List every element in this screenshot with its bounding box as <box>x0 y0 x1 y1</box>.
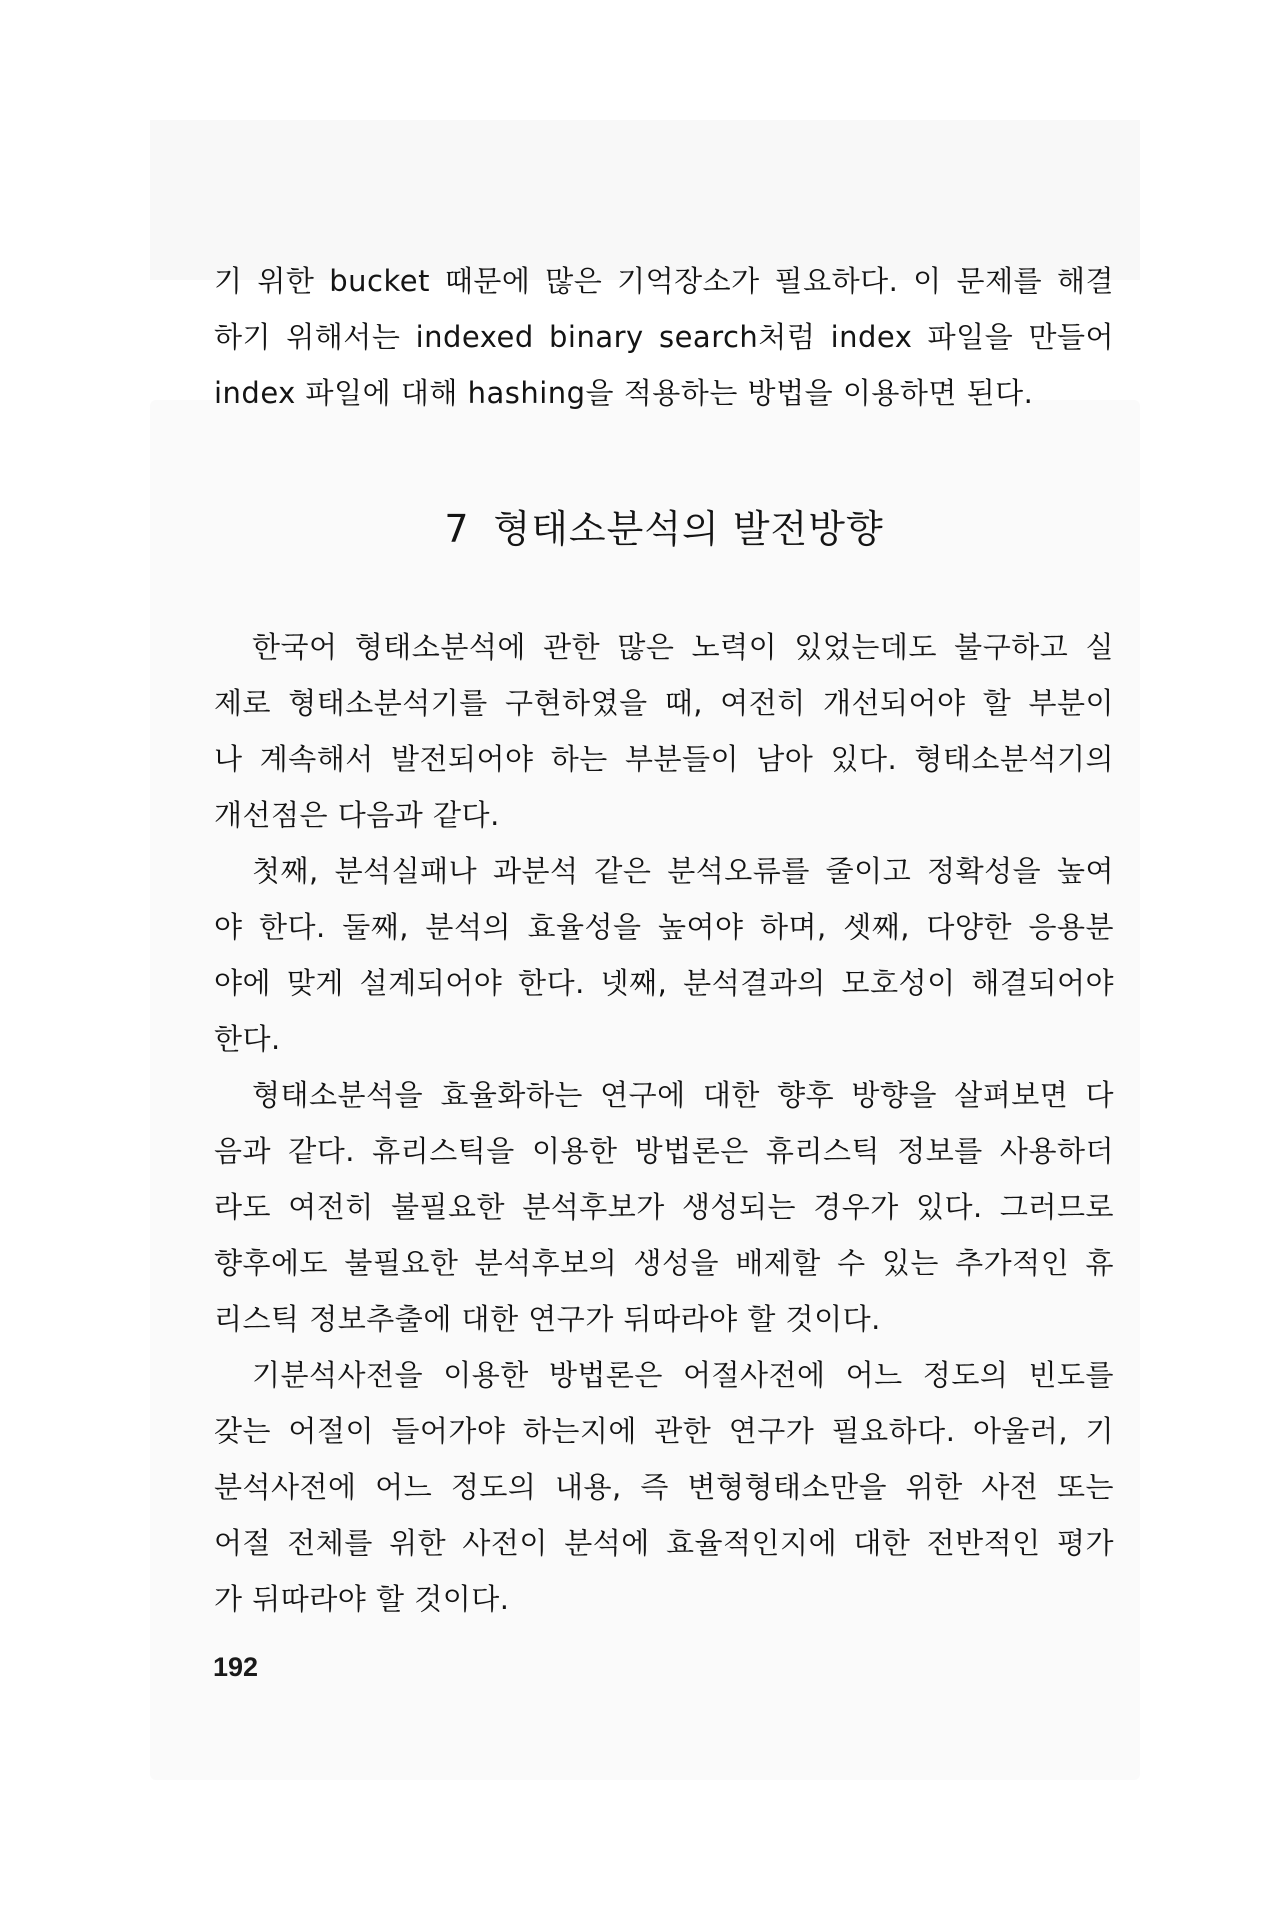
section-title: 형태소분석의 발전방향 <box>493 507 884 551</box>
text-line: 나 계속해서 발전되어야 하는 부분들이 남아 있다. 형태소분석기의 <box>214 742 1114 776</box>
text-line: 리스틱 정보추출에 대한 연구가 뒤따라야 할 것이다. <box>214 1302 881 1336</box>
text-line: 라도 여전히 불필요한 분석후보가 생성되는 경우가 있다. 그러므로 <box>214 1190 1114 1224</box>
text-line: 향후에도 불필요한 분석후보의 생성을 배제할 수 있는 추가적인 휴 <box>214 1246 1114 1280</box>
text-line: 한국어 형태소분석에 관한 많은 노력이 있었는데도 불구하고 실 <box>252 630 1114 664</box>
text-line: 갖는 어절이 들어가야 하는지에 관한 연구가 필요하다. 아울러, 기 <box>214 1414 1114 1448</box>
text-line: index 파일에 대해 hashing을 적용하는 방법을 이용하면 된다. <box>214 376 1034 410</box>
text-line: 음과 같다. 휴리스틱을 이용한 방법론은 휴리스틱 정보를 사용하더 <box>214 1134 1114 1168</box>
paragraph-4 <box>214 1347 1114 1627</box>
page-body <box>214 253 1114 1627</box>
text-line: 제로 형태소분석기를 구현하였을 때, 여전히 개선되어야 할 부분이 <box>214 686 1114 720</box>
section-number: 7 <box>444 507 470 551</box>
text-line: 한다. <box>214 1022 281 1056</box>
section-heading <box>214 489 1114 569</box>
text-line: 야 한다. 둘째, 분석의 효율성을 높여야 하며, 셋째, 다양한 응용분 <box>214 910 1114 944</box>
text-line: 야에 맞게 설계되어야 한다. 넷째, 분석결과의 모호성이 해결되어야 <box>214 966 1114 1000</box>
text-line: 기 위한 bucket 때문에 많은 기억장소가 필요하다. 이 문제를 해결 <box>214 264 1114 298</box>
text-line: 첫째, 분석실패나 과분석 같은 분석오류를 줄이고 정확성을 높여 <box>252 854 1114 888</box>
text-line: 하기 위해서는 indexed binary search처럼 index 파일을 만들어 <box>214 320 1114 354</box>
intro-paragraph <box>214 253 1114 421</box>
text-line: 분석사전에 어느 정도의 내용, 즉 변형형태소만을 위한 사전 또는 <box>214 1470 1114 1504</box>
paragraph-2 <box>214 843 1114 1067</box>
paragraph-1 <box>214 619 1114 843</box>
text-line: 개선점은 다음과 같다. <box>214 798 500 832</box>
paragraph-3 <box>214 1067 1114 1347</box>
page-number: 192 <box>213 1652 259 1682</box>
text-line: 어절 전체를 위한 사전이 분석에 효율적인지에 대한 전반적인 평가 <box>214 1526 1114 1560</box>
text-line: 형태소분석을 효율화하는 연구에 대한 향후 방향을 살펴보면 다 <box>252 1078 1114 1112</box>
text-line: 가 뒤따라야 할 것이다. <box>214 1582 510 1616</box>
text-line: 기분석사전을 이용한 방법론은 어절사전에 어느 정도의 빈도를 <box>252 1358 1114 1392</box>
